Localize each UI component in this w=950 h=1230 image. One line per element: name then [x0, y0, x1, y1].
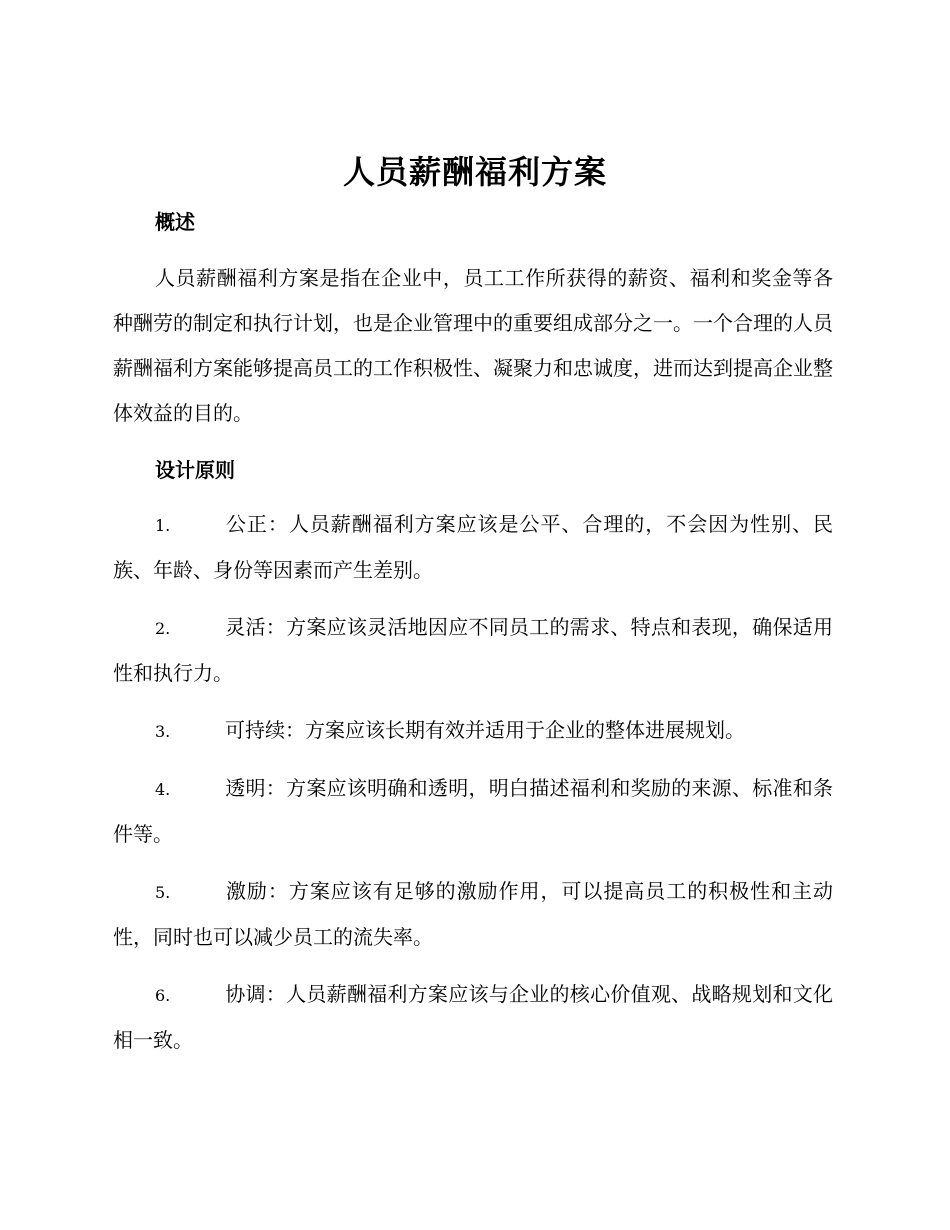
list-item-text: 可持续：方案应该长期有效并适用于企业的整体进展规划。 [225, 718, 745, 742]
list-item-number: 5. [155, 883, 171, 902]
list-item [113, 972, 833, 1063]
section-heading-principles: 设计原则 [155, 458, 235, 482]
list-item-text: 激励：方案应该有足够的激励作用，可以提高员工的积极性和主动性，同时也可以减少员工的流失率。 [113, 879, 833, 949]
list-item-text: 协调：人员薪酬福利方案应该与企业的核心价值观、战略规划和文化相一致。 [113, 982, 833, 1052]
list-item-text: 公正：人员薪酬福利方案应该是公平、合理的，不会因为性别、民族、年龄、身份等因素而产生差别。 [113, 512, 833, 582]
principles-list [113, 502, 833, 1063]
list-item-text: 灵活：方案应该灵活地因应不同员工的需求、特点和表现，确保适用性和执行力。 [113, 615, 833, 685]
list-item [113, 869, 833, 960]
list-item [113, 708, 833, 754]
section-heading-overview: 概述 [155, 210, 195, 234]
list-item-number: 6. [155, 986, 171, 1005]
list-item [113, 502, 833, 593]
list-item-number: 4. [155, 780, 171, 799]
list-item [113, 605, 833, 696]
list-item-number: 1. [155, 516, 171, 535]
list-item-number: 3. [155, 722, 171, 741]
list-item-number: 2. [155, 619, 171, 638]
list-item-text: 透明：方案应该明确和透明，明白描述福利和奖励的来源、标准和条件等。 [113, 776, 833, 846]
overview-paragraph: 人员薪酬福利方案是指在企业中，员工工作所获得的薪资、福利和奖金等各种酬劳的制定和执行计划，也是企业管理中的重要组成部分之一。一个合理的人员薪酬福利方案能够提高员工的工作积极性、凝聚力和忠诚度，进而达到提高企业整体效益的目的。 [113, 266, 833, 425]
page-title: 人员薪酬福利方案 [342, 153, 607, 191]
document-body [113, 200, 833, 1075]
list-item [113, 766, 833, 857]
